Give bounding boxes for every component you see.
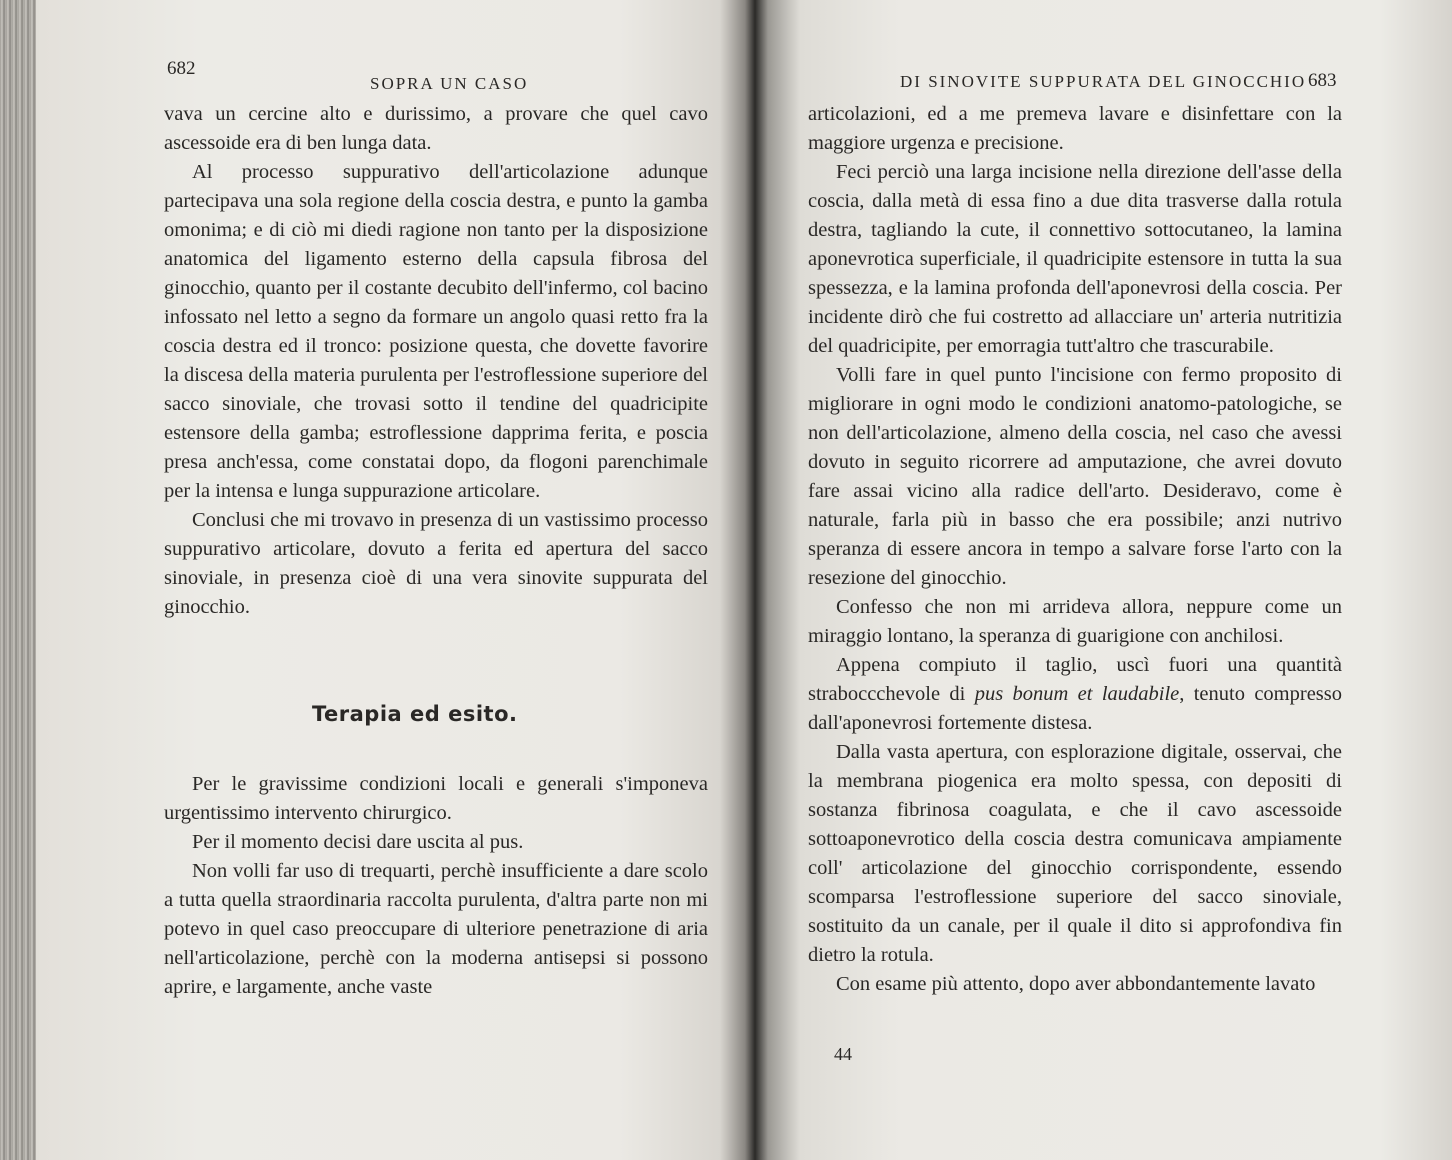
paragraph: vava un cercine alto e durissimo, a provare che quel cavo ascessoide era di ben lunga data. xyxy=(164,103,708,154)
paragraph: Non volli far uso di trequarti, perchè insufficiente a dare scolo a tutta quella straordinaria raccolta purulenta, d'altra parte non mi potevo in quel caso preoccupare di ulteriore penetrazione di aria nell'articolazione, perchè con la moderna antisepsi si possono aprire, e largamente, anche vaste xyxy=(164,860,708,998)
left-page xyxy=(40,0,730,1160)
paragraph: Per il momento decisi dare uscita al pus. xyxy=(192,831,524,853)
signature-mark: 44 xyxy=(834,1044,852,1064)
left-page-number: 682 xyxy=(167,58,196,79)
paragraph: Dalla vasta apertura, con esplorazione digitale, osservai, che la membrana piogenica era molto spessa, con depositi di sostanza fibrinosa coagulata, e che il cavo ascessoide sottoaponevrotico della coscia destra comunicava ampiamente coll' articolazione del ginocchio corrispondente, essendo scomparsa l'estroflessione superiore del sacco sinoviale, sostituito da un canale, per il quale il dito si approfondiva fin dietro la rotula. xyxy=(808,741,1342,966)
left-running-head: SOPRA UN CASO xyxy=(370,74,529,93)
text-run: , tenuto compresso dall'aponevrosi fortemente distesa. xyxy=(808,683,1343,734)
paragraph: Per le gravissime condizioni locali e generali s'imponeva urgentissimo intervento chirurgico. xyxy=(164,773,708,824)
right-running-head: DI SINOVITE SUPPURATA DEL GINOCCHIO xyxy=(900,72,1307,91)
paragraph: Al processo suppurativo dell'articolazione adunque partecipava una sola regione della coscia destra, e punto la gamba omonima; e di ciò mi diedi ragione non tanto per la disposizione anatomica del ligamento esterno della capsula fibrosa del ginocchio, quanto per il costante decubito dell'infermo, col bacino infossato nel letto a segno da formare un angolo quasi retto fra la coscia destra ed il tronco: posizione questa, che dovette favorire la discesa della materia purulenta per l'estroflessione superiore del sacco sinoviale, che trovasi sotto il tendine del quadricipite estensore della gamba; estroflessione dapprima ferita, e poscia presa anch'essa, come constatai dopo, da flogoni parenchimale per la intensa e lunga suppurazione articolare. xyxy=(164,161,708,502)
left-text-top xyxy=(164,100,708,622)
paragraph: articolazioni, ed a me premeva lavare e disinfettare con la maggiore urgenza e precisione. xyxy=(808,103,1342,154)
paragraph: Conclusi che mi trovavo in presenza di un vastissimo processo suppurativo articolare, dovuto a ferita ed apertura del sacco sinoviale, in presenza cioè di una vera sinovite suppurata del ginocchio. xyxy=(164,509,708,618)
text-run: Appena compiuto il taglio, uscì fuori una quantità straboccchevole di xyxy=(808,654,1342,705)
paragraph: Confesso che non mi arrideva allora, neppure come un miraggio lontano, la speranza di guarigione con anchilosi. xyxy=(808,596,1342,647)
paragraph: Volli fare in quel punto l'incisione con fermo proposito di migliorare in ogni modo le condizioni anatomo-patologiche, se non dell'articolazione, almeno della coscia, nel caso che avessi dovuto in seguito ricorrere ad amputazione, che avrei dovuto fare assai vicino alla radice dell'arto. Desideravo, come è naturale, farla più in basso che era possibile; anzi nutrivo speranza di essere ancora in tempo a salvare forse l'arto con la resezione del ginocchio. xyxy=(808,364,1342,589)
paragraph: Feci perciò una larga incisione nella direzione dell'asse della coscia, dalla metà di essa fino a due dita trasverse dalla rotula destra, tagliando la cute, il connettivo sottocutaneo, la lamina aponevrotica superficiale, il quadricipite estensore in tutta la sua spessezza, e la lamina profonda dell'aponevrosi della coscia. Per incidente dirò che fui costretto ad allacciare un' arteria nutritizia del quadricipite, per emorragia tutt'altro che trascurabile. xyxy=(808,161,1342,357)
right-page xyxy=(790,0,1420,1160)
right-page-number: 683 xyxy=(1308,70,1337,91)
left-text-bottom xyxy=(164,770,708,1002)
latin-phrase: pus bonum et laudabile xyxy=(974,683,1180,705)
paragraph: Con esame più attento, dopo aver abbondantemente lavato xyxy=(836,973,1316,995)
paragraph xyxy=(808,651,1342,738)
right-text xyxy=(808,100,1342,999)
section-title: Terapia ed esito. xyxy=(312,702,518,726)
page-edges xyxy=(0,0,36,1160)
